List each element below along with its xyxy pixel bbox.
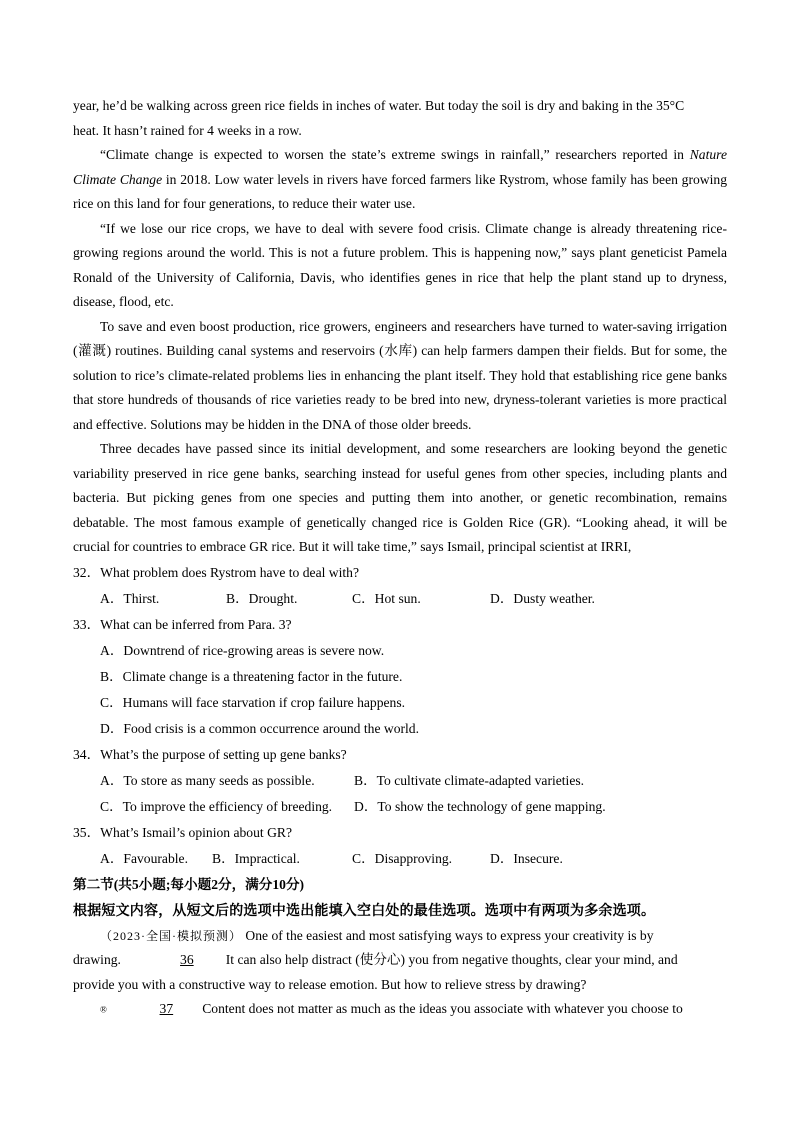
passage-2-line-3: provide you with a constructive way to release emotion. But how to relieve stress by drawing? bbox=[73, 976, 587, 992]
passage-2-line-2-before: drawing. bbox=[73, 952, 125, 967]
passage-2-line-2-after: It can also help distract (使分心) you from negative thoughts, clear your mind, and bbox=[222, 952, 678, 967]
question-34-option-a[interactable]: A．To store as many seeds as possible. bbox=[100, 772, 315, 788]
question-32-stem: 32．What problem does Rystrom have to deal with? bbox=[73, 564, 359, 580]
question-33-option-d[interactable]: D．Food crisis is a common occurrence around the world. bbox=[100, 720, 419, 736]
section-2-instruction: 根据短文内容，从短文后的选项中选出能填入空白处的最佳选项。选项中有两项为多余选项。 bbox=[73, 902, 656, 919]
question-33-option-b[interactable]: B．Climate change is a threatening factor in the future. bbox=[100, 668, 403, 684]
question-34-options-row-1 bbox=[73, 768, 727, 794]
passage-2-paragraph-2 bbox=[73, 997, 727, 1022]
question-35-option-d[interactable]: D．Insecure. bbox=[490, 850, 563, 866]
question-32-option-d[interactable]: D．Dusty weather. bbox=[490, 590, 595, 606]
paragraph-1-line-2: heat. It hasn’t rained for 4 weeks in a row. bbox=[73, 122, 302, 138]
question-35-options bbox=[73, 846, 727, 872]
question-34-stem: 34．What’s the purpose of setting up gene banks? bbox=[73, 746, 347, 762]
passage-paragraph-2 bbox=[73, 143, 727, 217]
passage-paragraph-1 bbox=[73, 94, 727, 143]
question-32-option-b[interactable]: B．Drought. bbox=[226, 590, 298, 606]
question-32-option-a[interactable]: A．Thirst. bbox=[100, 590, 160, 606]
passage-2-paragraph-1 bbox=[73, 924, 727, 998]
passage-paragraph-4: To save and even boost production, rice growers, engineers and researchers have turned to water-saving irrigation (灌溉) routines. Building canal systems and reservoirs (水库) can help farmers dampen their fields. But for some, the solution to rice’s climate-related problems lies in enhancing the plant itself. They hold that establishing rice gene banks that store hundreds of thousands of rice varieties ready to be bred into new, dryness-tolerant varieties is more practical and effective. Solutions may be hidden in the DNA of those older breeds. bbox=[73, 318, 727, 432]
passage-2-line-4: Content does not matter as much as the ideas you associate with whatever you choose to bbox=[198, 1001, 683, 1016]
section-2-title: 第二节(共5小题;每小题2分，满分10分) bbox=[73, 876, 305, 892]
question-34-options-row-2 bbox=[73, 794, 727, 820]
blank-36[interactable]: 36 bbox=[180, 952, 194, 967]
bullet-mark: ® bbox=[100, 1004, 107, 1015]
page-content bbox=[73, 94, 727, 1022]
question-33-option-c[interactable]: C．Humans will face starvation if crop failure happens. bbox=[100, 694, 406, 710]
passage-2-line-1: One of the easiest and most satisfying ways to express your creativity is by bbox=[245, 927, 654, 943]
paragraph-2-text-before: “Climate change is expected to worsen the state’s extreme swings in rainfall,” researchers reported in bbox=[100, 147, 690, 162]
question-35-option-a[interactable]: A．Favourable. bbox=[100, 850, 188, 866]
passage-paragraph-3: “If we lose our rice crops, we have to deal with severe food crisis. Climate change is already threatening rice-growing regions around the world. This is not a future problem. This is happening now,” says plant geneticist Pamela Ronald of the University of California, Davis, who identifies genes in rice that help the plant stand up to dryness, disease, flood, etc. bbox=[73, 220, 727, 309]
paragraph-1-line-1: year, he’d be walking across green rice fields in inches of water. But today the soil is dry and baking in the 35°C bbox=[73, 98, 685, 113]
question-35-stem: 35．What’s Ismail’s opinion about GR? bbox=[73, 824, 292, 840]
question-32-options bbox=[73, 586, 727, 612]
question-33-stem: 33．What can be inferred from Para. 3? bbox=[73, 616, 292, 632]
question-35-option-c[interactable]: C．Disapproving. bbox=[352, 850, 453, 866]
paragraph-2-text-after: in 2018. Low water levels in rivers have forced farmers like Rystrom, whose family has been growing rice on this land for four generations, to reduce their water use. bbox=[73, 171, 727, 211]
blank-37[interactable]: 37 bbox=[159, 1001, 174, 1016]
question-35-option-b[interactable]: B．Impractical. bbox=[212, 850, 300, 866]
passage-paragraph-5: Three decades have passed since its initial development, and some researchers are looking beyond the genetic variability preserved in rice gene banks, searching instead for useful genes from other species, including plants and bacteria. But picking genes from one species and putting them into another, or genetic recombination, remains debatable. The most famous example of genetically changed rice is Golden Rice (GR). “Looking ahead, it will be crucial for countries to embrace GR rice. But it will take time,” says Ismail, principal scientist at IRRI, bbox=[73, 441, 727, 554]
question-34-option-c[interactable]: C．To improve the efficiency of breeding. bbox=[100, 798, 333, 814]
question-34-option-d[interactable]: D．To show the technology of gene mapping. bbox=[354, 798, 606, 814]
source-note: （2023·全国·模拟预测） bbox=[100, 928, 242, 943]
journal-title: Nature Climate Change bbox=[73, 147, 727, 187]
question-33-option-a[interactable]: A．Downtrend of rice-growing areas is severe now. bbox=[100, 642, 385, 658]
question-34-option-b[interactable]: B．To cultivate climate-adapted varieties. bbox=[354, 772, 585, 788]
question-32-option-c[interactable]: C．Hot sun. bbox=[352, 590, 421, 606]
